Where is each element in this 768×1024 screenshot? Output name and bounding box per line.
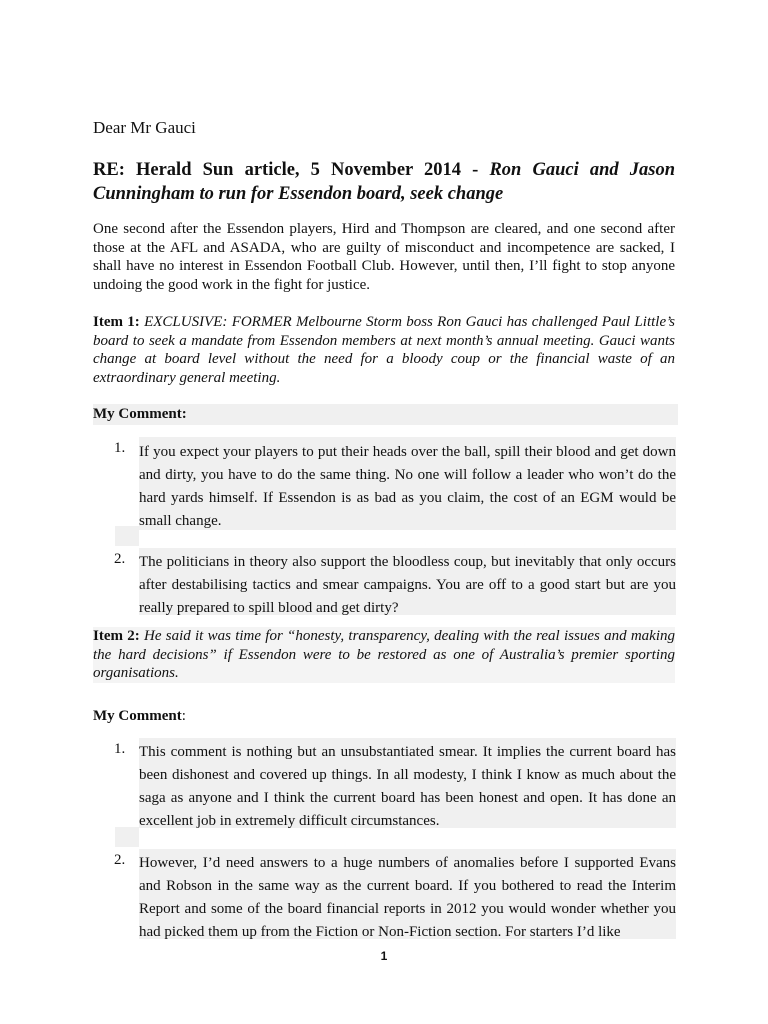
subject-prefix: RE: Herald Sun article, 5 November 2014 - [93,160,490,180]
comment-2-heading [93,706,678,727]
shading-block [115,827,139,847]
item-1 [93,313,675,387]
list-text: This comment is nothing but an unsubstantiated smear. It implies the current board has been dishonest and covered up things. In all modesty, I think I know as much about the saga as anyone and I think the current board has been honest and open. It has done an excellent job in extremely difficult circumstances. [139,744,676,829]
list-text: If you expect your players to put their heads over the ball, spill their blood and get down and dirty, you have to do the same thing. No one will follow a leader who won’t do the hard yards himself. If Essendon is as bad as you claim, the cost of an EGM would be small change. [139,444,676,529]
comment-1-heading: My Comment: [93,404,678,425]
comment-2-heading-colon: : [181,708,186,724]
shading-block [115,526,139,546]
list-text: However, I’d need answers to a huge numbers of anomalies before I supported Evans and Robson in the same way as the current board. If you bothered to read the Interim Report and some of the board financial reports in 2012 you would wonder whether you had picked them up from the Fiction or Non-Fiction section. For starters I’d like [139,855,676,940]
intro-paragraph: One second after the Essendon players, Hird and Thompson are cleared, and one second after those at the AFL and ASADA, who are guilty of misconduct and incompetence are sacked, I shall have no interest in Essendon Football Club. However, until then, I’ll fight to stop anyone undoing the good work in the fight for justice. [93,221,675,293]
comment-2-point-1 [114,738,676,829]
list-number: 1. [114,741,126,757]
list-number: 2. [114,852,126,868]
item-2 [93,627,675,683]
list-number: 2. [114,551,126,567]
article-title: Ron Gauci and Jason Cunningham to run for Essendon board, seek change [93,160,676,204]
item-1-quote: EXCLUSIVE: FORMER Melbourne Storm boss Ron Gauci has challenged Paul Little’s board to seek a mandate from Essendon members at next month’s annual meeting. Gauci wants change at board level without the need for a bloody coup or the financial waste of an extraordinary general meeting. [93,314,675,386]
comment-2-heading-text: My Comment [93,708,182,724]
list-number: 1. [114,440,126,456]
page-number: 1 [380,949,388,963]
item-2-label: Item 2: [93,628,144,644]
list-text: The politicians in theory also support the bloodless coup, but inevitably that only occurs after destabilising tactics and smear campaigns. You are off to a good start but are you really prepared to spill blood and get dirty? [139,554,676,616]
comment-2-point-2 [114,849,676,940]
comment-1-point-2 [114,548,676,616]
item-2-quote: He said it was time for “honesty, transparency, dealing with the real issues and making the hard decisions” if Essendon were to be restored as one of Australia’s premier sporting organisations. [93,628,675,681]
greeting: Dear Mr Gauci [93,118,196,137]
item-1-label: Item 1: [93,314,145,330]
subject-heading [93,158,675,206]
comment-1-point-1 [114,437,676,530]
